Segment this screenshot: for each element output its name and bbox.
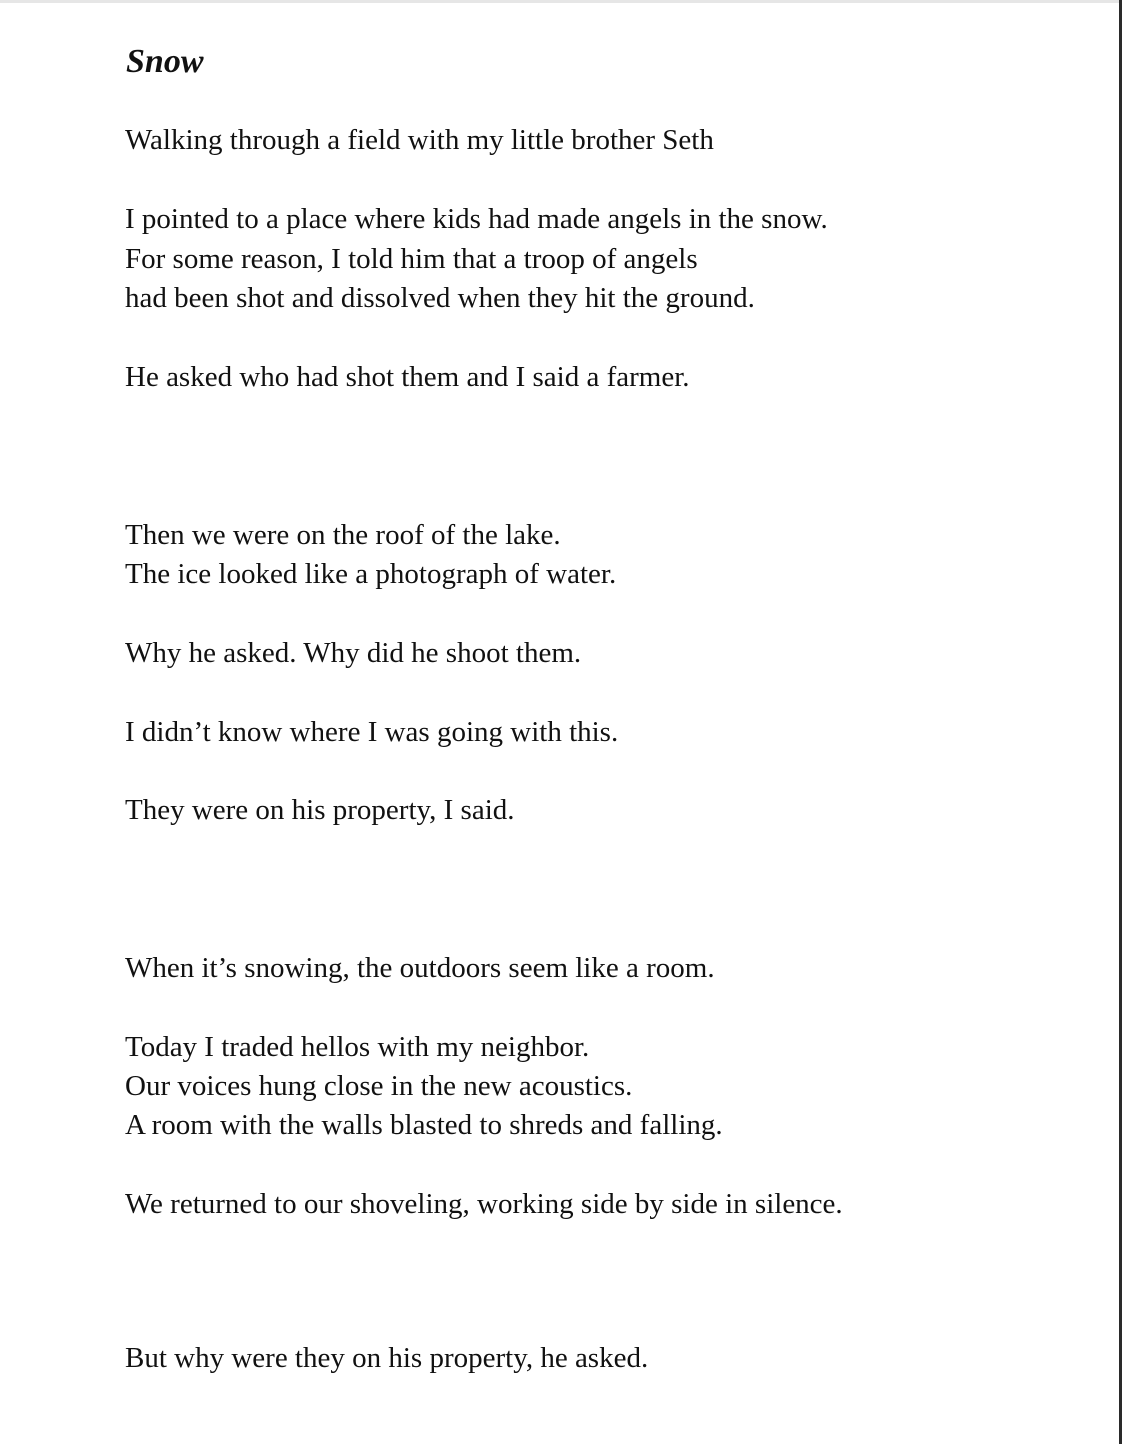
- poem-line: I didn’t know where I was going with this.: [125, 716, 619, 748]
- page-top-edge: [0, 0, 1122, 3]
- poem-line: Why he asked. Why did he shoot them.: [125, 637, 582, 669]
- poem-line: Then we were on the roof of the lake.: [125, 519, 561, 551]
- poem-line: They were on his property, I said.: [125, 794, 515, 826]
- poem-line: But why were they on his property, he asked.: [125, 1342, 649, 1374]
- poem-line: When it’s snowing, the outdoors seem like a room.: [125, 952, 715, 984]
- poem-line: Walking through a field with my little brother Seth: [125, 124, 714, 156]
- poem-line: We returned to our shoveling, working side by side in silence.: [125, 1188, 843, 1220]
- poem-line: He asked who had shot them and I said a farmer.: [125, 361, 690, 393]
- poem-line: Our voices hung close in the new acoustics.: [125, 1070, 633, 1102]
- poem-line: The ice looked like a photograph of water.: [125, 558, 617, 590]
- poem-line: I pointed to a place where kids had made angels in the snow.: [125, 203, 828, 235]
- poem-line: Today I traded hellos with my neighbor.: [125, 1031, 590, 1063]
- poem-line: A room with the walls blasted to shreds and falling.: [125, 1109, 723, 1141]
- poem-line: had been shot and dissolved when they hit the ground.: [125, 282, 755, 314]
- poem-title: Snow: [126, 43, 204, 80]
- poem-line: For some reason, I told him that a troop of angels: [125, 243, 698, 275]
